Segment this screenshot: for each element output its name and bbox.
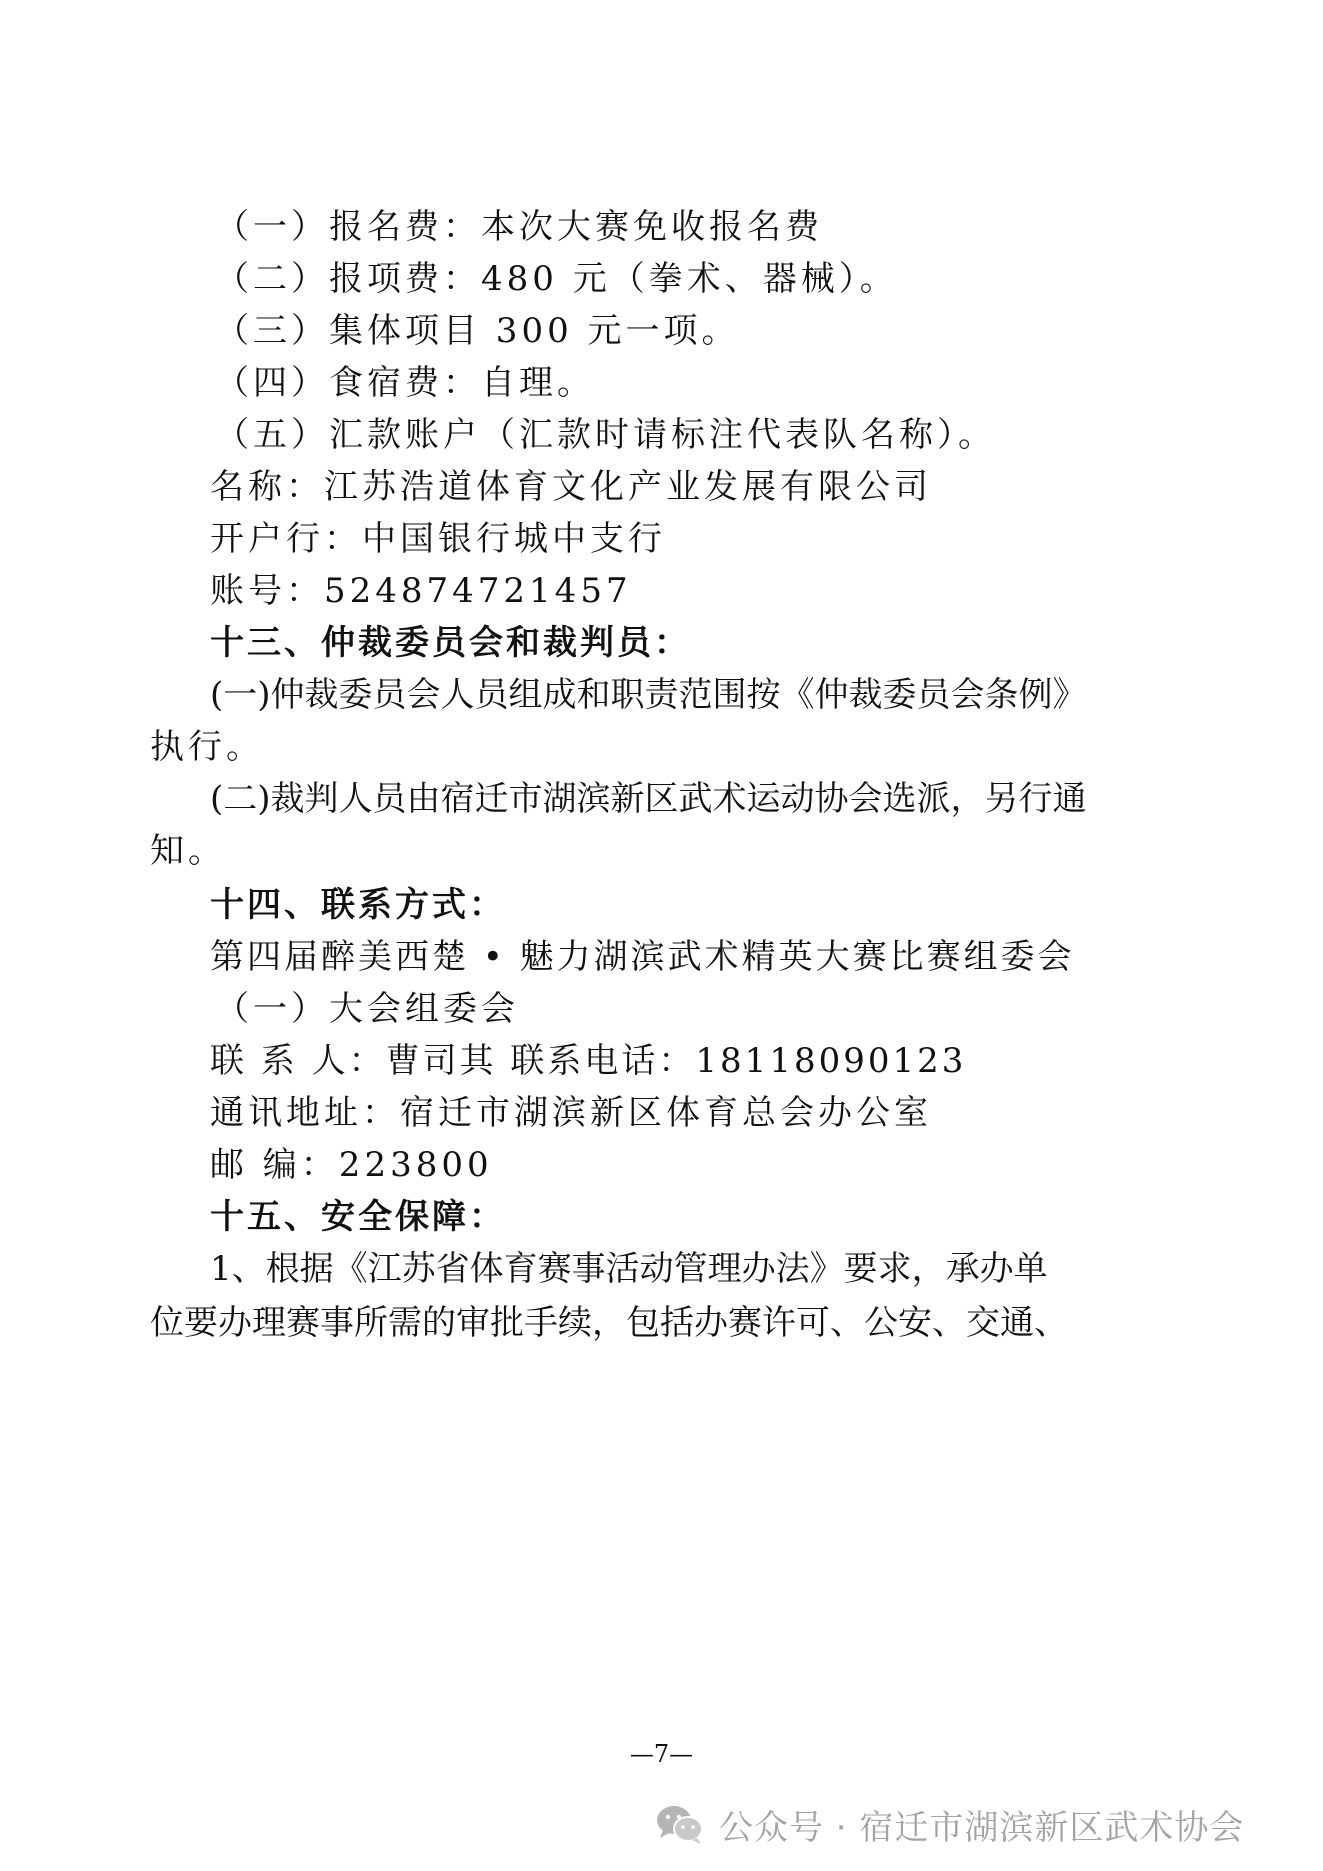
section-14-heading: 十四、联系方式： [210,885,506,925]
section-15-line-2: 位要办理赛事所需的审批手续，包括办赛许可、公安、交通、 [150,1303,1068,1343]
fee-line-remittance: （五）汇款账户（汇款时请标注代表队名称）。 [215,415,996,455]
section-13-item-1-cont: 执行。 [150,727,264,767]
wechat-icon [655,1803,705,1845]
fee-line-group: （三）集体项目 300 元一项。 [215,311,740,351]
fee-line-lodging: （四）食宿费：自理。 [215,363,595,403]
mailing-address: 通讯地址：宿迁市湖滨新区体育总会办公室 [210,1093,932,1133]
contact-person: 联 系 人：曹司其 联系电话：18118090123 [210,1041,967,1081]
section-13-item-1: (一)仲裁委员会人员组成和职责范围按《仲裁委员会条例》 [210,675,1087,715]
watermark-text: 公众号 · 宿迁市湖滨新区武术协会 [719,1807,1245,1848]
fee-line-event: （二）报项费：480 元（拳术、器械）。 [215,259,898,299]
section-13-item-2-cont: 知。 [150,831,226,871]
page-number: —7— [629,1740,694,1768]
section-13-item-2: (二)裁判人员由宿迁市湖滨新区武术运动协会选派，另行通 [210,779,1087,819]
section-15-heading: 十五、安全保障： [210,1197,506,1237]
fee-line-registration: （一）报名费：本次大赛免收报名费 [215,207,823,247]
account-number: 账号：524874721457 [210,571,632,611]
committee-subheading: （一）大会组委会 [215,989,519,1029]
section-15-line-1: 1、根据《江苏省体育赛事活动管理办法》要求，承办单 [210,1249,1048,1289]
section-13-heading: 十三、仲裁委员会和裁判员： [210,623,691,663]
wechat-watermark [655,1800,1244,1848]
account-name: 名称：江苏浩道体育文化产业发展有限公司 [210,467,932,507]
account-bank: 开户行：中国银行城中支行 [210,519,666,559]
organizing-committee: 第四届醉美西楚 • 魅力湖滨武术精英大赛比赛组委会 [210,937,1075,977]
postcode: 邮 编：223800 [210,1145,493,1185]
